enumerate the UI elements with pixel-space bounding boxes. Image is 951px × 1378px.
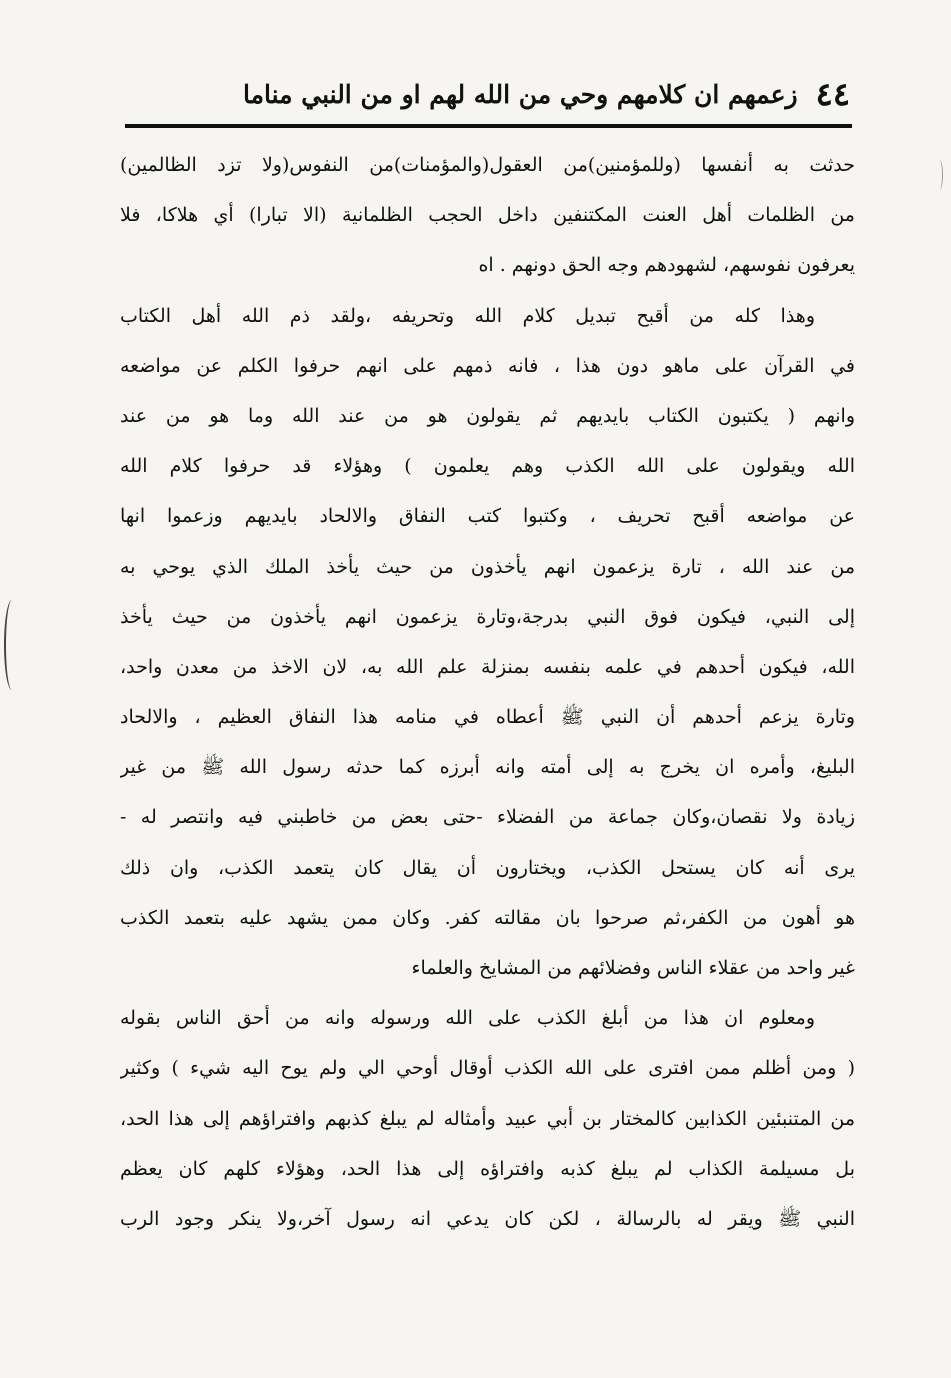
text-line: غير واحد من عقلاء الناس وفضلائهم من المشايخ والعلماء [411, 957, 855, 979]
text-line: ومعلوم ان هذا من أبلغ الكذب على الله ورسوله وانه من أحق الناس بقوله [120, 1007, 815, 1030]
text-line: البليغ، وأمره ان يخرج به إلى أمته وانه أبرزه كما حدثه رسول الله ﷺ من غير [120, 756, 855, 779]
text-line: وهذا كله من أقبح تبديل كلام الله وتحريفه ،ولقد ذم الله أهل الكتاب [120, 304, 815, 327]
text-line: وانهم ( يكتبون الكتاب بايديهم ثم يقولون هو من عند الله وما هو من عند [120, 404, 855, 427]
margin-smudge-mark [936, 160, 943, 190]
margin-bracket-mark [4, 600, 20, 690]
text-line: هو أهون من الكفر،ثم صرحوا بان مقالته كفر. وكان ممن يشهد عليه بتعمد الكذب [120, 906, 855, 929]
text-line: بل مسيلمة الكذاب لم يبلغ كذبه وافتراؤه إلى هذا الحد، وهؤلاء كلهم كان يعظم [120, 1157, 855, 1180]
text-line: من الظلمات أهل العنت المكتنفين داخل الحجب الظلمانية (الا تبارا) أي هلاكا، فلا [120, 204, 855, 227]
text-line: يرى أنه كان يستحل الكذب، ويختارون أن يقال كان يتعمد الكذب، وان ذلك [120, 856, 855, 879]
text-line: زيادة ولا نقصان،وكان جماعة من الفضلاء -حتى بعض من خاطبني فيه وانتصر له - [120, 806, 855, 829]
text-line: يعرفون نفوسهم، لشهودهم وجه الحق دونهم . اه [478, 254, 855, 277]
text-line: إلى النبي، فيكون فوق النبي بدرجة،وتارة يزعمون انهم يأخذون من حيث يأخذ [120, 605, 855, 628]
text-line: عن مواضعه أقبح تحريف ، وكتبوا كتب النفاق والالحاد بايديهم وزعموا انها [120, 505, 855, 528]
text-line: في القرآن على ماهو دون هذا ، فانه ذمهم على انهم حرفوا الكلم عن مواضعه [120, 354, 855, 377]
body-text [120, 140, 855, 1244]
text-line: من المتنبئين الكذابين كالمختار بن أبي عبيد وأمثاله لم يبلغ كذبهم وافتراؤهم إلى هذا الحد، [120, 1107, 855, 1130]
page-header [130, 72, 850, 116]
text-line: من عند الله ، تارة يزعمون انهم يأخذون من حيث يأخذ الملك الذي يوحي به [120, 555, 855, 578]
text-line: الله ويقولون على الله الكذب وهم يعلمون ) وهؤلاء قد حرفوا كلام الله [120, 455, 855, 478]
text-line: النبي ﷺ ويقر له بالرسالة ، لكن كان يدعي انه رسول آخر،ولا ينكر وجود الرب [120, 1207, 855, 1230]
text-line: الله، فيكون أحدهم في علمه بنفسه بمنزلة علم الله به، لان الاخذ من معدن واحد، [120, 655, 855, 678]
page-number: ٤٤ [815, 75, 850, 113]
text-line: حدثت به أنفسها (وللمؤمنين)من العقول(والمؤمنات)من النفوس(ولا تزد الظالمين) [120, 154, 855, 176]
running-title: زعمهم ان كلامهم وحي من الله لهم او من النبي مناما [243, 79, 798, 109]
text-line: وتارة يزعم أحدهم أن النبي ﷺ أعطاه في منامه هذا النفاق العظيم ، والالحاد [120, 706, 855, 729]
text-line: ( ومن أظلم ممن افترى على الله الكذب أوقال أوحي الي ولم يوح اليه شيء ) وكثير [120, 1057, 855, 1080]
header-rule [125, 124, 852, 128]
